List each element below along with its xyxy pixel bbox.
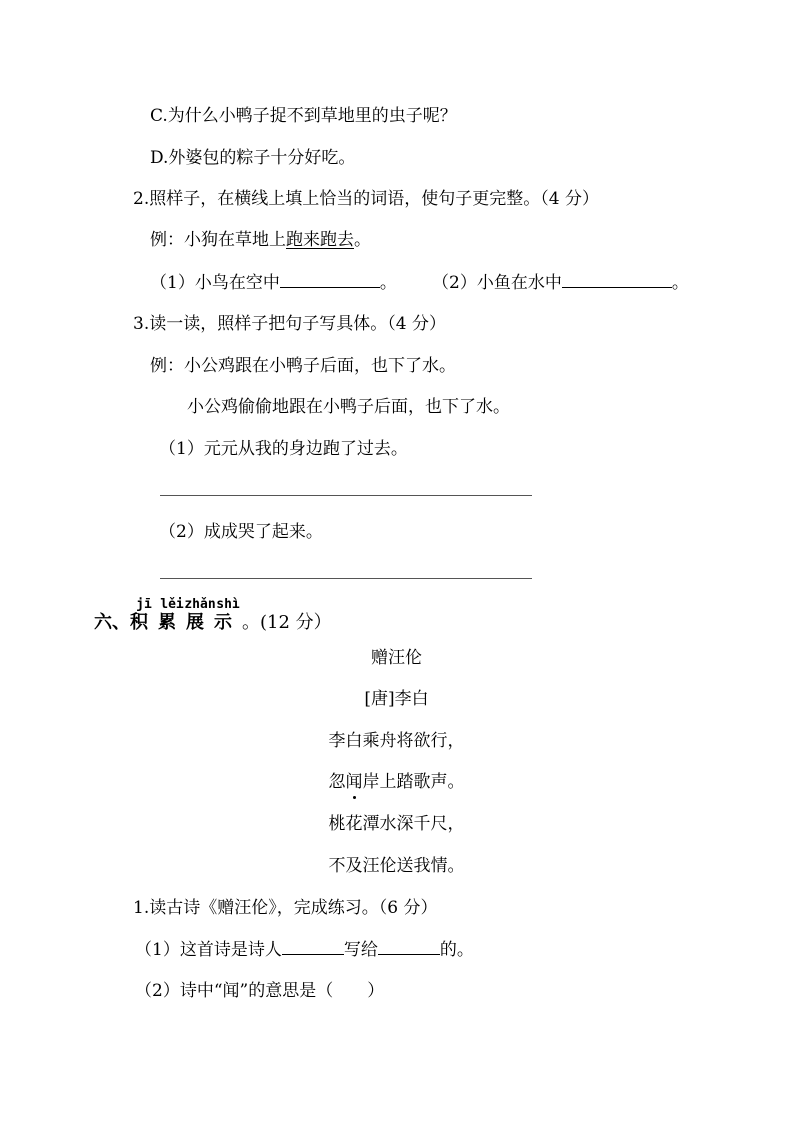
ruby-char-2 — [158, 597, 186, 634]
ruby-pinyin-4: shì — [216, 597, 240, 612]
poem-line-2-before: 忽 — [328, 772, 346, 792]
section6-score: 。(12 分） — [242, 612, 332, 633]
section6-heading — [94, 597, 332, 634]
q3-item2: （2）成成哭了起来。 — [159, 522, 323, 542]
poem-line-2 — [0, 771, 793, 793]
poem-line-2-dotted: 闻 — [345, 772, 363, 792]
ruby-hanzi-2: 累 — [158, 612, 176, 633]
poem-q-title: 1.读古诗《赠汪伦》，完成练习。（6 分） — [133, 898, 438, 918]
q2-item1 — [150, 271, 397, 294]
poem-q-item1-blank1[interactable] — [282, 938, 344, 955]
ruby-hanzi-1: 积 — [130, 612, 148, 633]
q2-example-suffix: 。 — [354, 230, 371, 250]
poem-line-3: 桃花潭水深千尺， — [328, 814, 465, 834]
q2-item2-prefix: （2）小鱼在水中 — [432, 273, 562, 293]
q2-example-prefix: 例：小狗在草地上 — [150, 230, 286, 250]
q2-title: 2.照样子，在横线上填上恰当的词语，使句子更完整。（4 分） — [133, 189, 599, 209]
ruby-char-4 — [214, 597, 242, 634]
q3-item1-answer-line[interactable] — [160, 495, 532, 496]
q2-item2-suffix: 。 — [671, 273, 689, 293]
section6-number: 六、 — [94, 612, 130, 633]
q3-example1: 例：小公鸡跟在小鸭子后面，也下了水。 — [150, 356, 456, 376]
poem-q-item1-c: 的。 — [439, 940, 474, 960]
q3-item2-answer-line[interactable] — [160, 578, 532, 579]
q2-item2 — [432, 271, 689, 294]
q3-item1: （1）元元从我的身边跑了过去。 — [159, 439, 408, 459]
q2-example — [150, 229, 371, 251]
ruby-pinyin-1: jī — [136, 597, 152, 612]
ruby-char-1 — [130, 597, 158, 634]
ruby-hanzi-4: 示 — [214, 612, 232, 633]
poem-line-4: 不及汪伦送我情。 — [328, 856, 465, 876]
option-d: D.外婆包的粽子十分好吃。 — [150, 148, 356, 168]
ruby-pinyin-3: zhǎn — [184, 597, 216, 612]
q2-item1-blank[interactable] — [280, 271, 380, 288]
poem-q-item2: （2）诗中“闻”的意思是（ ） — [135, 981, 385, 1001]
poem-q-item1-blank2[interactable] — [378, 938, 440, 955]
option-c: C.为什么小鸭子捉不到草地里的虫子呢？ — [150, 106, 457, 126]
poem-line-2-after: 岸上踏歌声。 — [362, 772, 465, 792]
q2-item2-blank[interactable] — [562, 271, 672, 288]
q3-title: 3.读一读，照样子把句子写具体。（4 分） — [133, 314, 446, 334]
poem-q-item1-a: （1）这首诗是诗人 — [135, 940, 282, 960]
poem-q-item1-b: 写给 — [343, 940, 378, 960]
q2-item1-suffix: 。 — [379, 273, 397, 293]
poem-author: [唐]李白 — [364, 689, 429, 709]
q2-item1-prefix: （1）小鸟在空中 — [150, 273, 280, 293]
q3-example2: 小公鸡偷偷地跟在小鸭子后面，也下了水。 — [187, 397, 510, 417]
ruby-pinyin-2: lěi — [160, 597, 184, 612]
q2-example-underlined: 跑来跑去 — [286, 230, 354, 250]
poem-title: 赠汪伦 — [371, 648, 422, 668]
poem-line-1: 李白乘舟将欲行， — [328, 731, 465, 751]
poem-q-item1 — [135, 938, 474, 961]
ruby-char-3 — [184, 597, 216, 634]
ruby-hanzi-3: 展 — [186, 612, 204, 633]
